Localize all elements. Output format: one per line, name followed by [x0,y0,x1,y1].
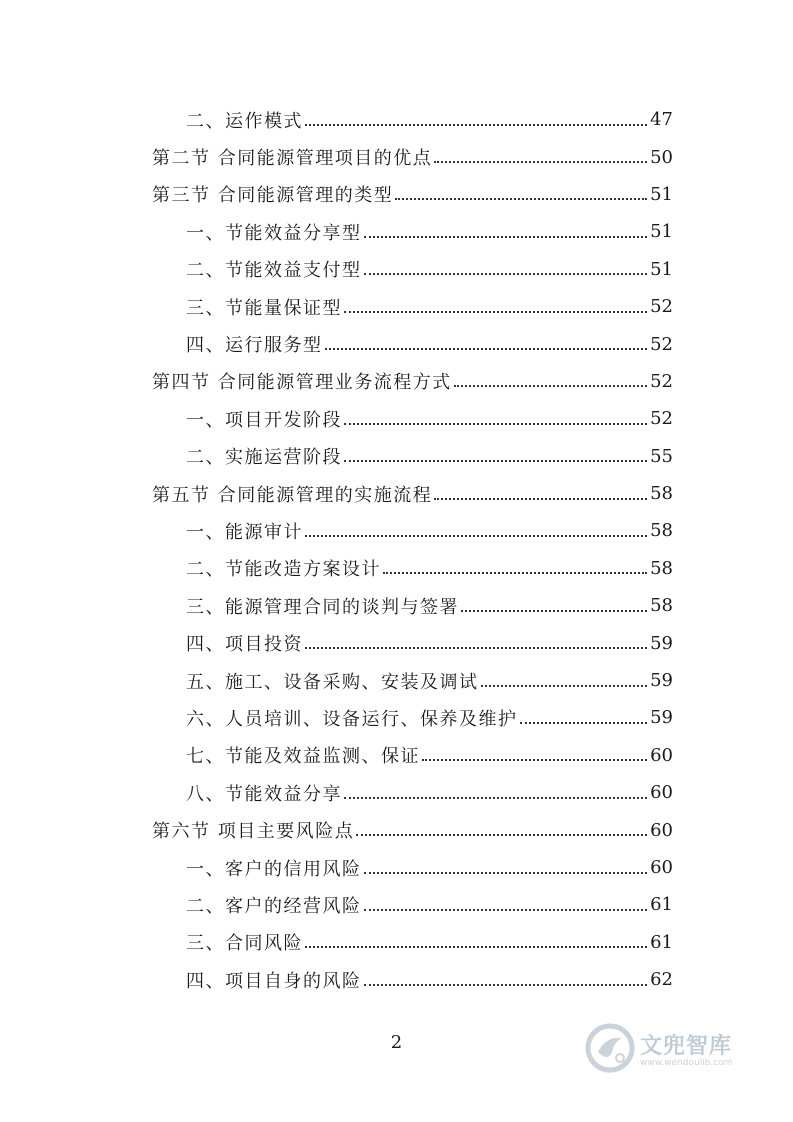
toc-entry-label: 二、客户的经营风险 [186,892,362,918]
toc-entry[interactable] [0,512,793,549]
toc-entry-page: 58 [650,520,673,542]
toc-entry-page: 61 [650,931,673,953]
toc-entry-page: 52 [650,333,673,355]
toc-entry[interactable] [0,213,793,250]
toc-leader-dots [364,218,648,238]
toc-leader-dots [305,517,647,537]
toc-leader-dots [434,143,647,163]
toc-entry[interactable] [0,961,793,998]
toc-leader-dots [422,741,647,761]
toc-entry-page: 62 [650,969,673,991]
toc-entry-label: 第四节 合同能源管理业务流程方式 [152,368,452,394]
toc-leader-dots [305,106,647,126]
toc-entry[interactable] [0,176,793,213]
toc-entry[interactable] [0,363,793,400]
toc-entry[interactable] [0,699,793,736]
toc-entry-label: 二、运作模式 [186,107,303,133]
toc-leader-dots [325,330,648,350]
toc-leader-dots [395,180,647,200]
toc-leader-dots [364,854,648,874]
toc-entry-label: 一、能源审计 [186,518,303,544]
toc-entry-label: 四、项目投资 [186,630,303,656]
toc-entry[interactable] [0,662,793,699]
watermark-brand: 文兜智库 [640,1033,733,1059]
toc-leader-dots [356,816,647,836]
toc-entry[interactable] [0,587,793,624]
toc-entry-page: 52 [650,296,673,318]
page-number: 2 [390,1032,403,1053]
toc-leader-dots [344,293,647,313]
toc-entry-label: 六、人员培训、设备运行、保养及维护 [186,705,518,731]
toc-entry[interactable] [0,624,793,661]
toc-entry-page: 61 [650,894,673,916]
toc-leader-dots [364,891,648,911]
toc-entry-page: 58 [650,595,673,617]
watermark-url: www.wendoulib.com [640,1057,733,1068]
toc-entry-label: 第三节 合同能源管理的类型 [152,181,393,207]
toc-entry-page: 51 [650,183,673,205]
toc-entry-page: 60 [650,819,673,841]
toc-entry-page: 59 [650,632,673,654]
toc-entry-page: 60 [650,744,673,766]
toc-leader-dots [344,442,647,462]
toc-entry-label: 四、项目自身的风险 [186,967,362,993]
toc-entry-label: 一、节能效益分享型 [186,219,362,245]
wendou-logo-icon [584,1022,636,1074]
toc-entry-page: 55 [650,445,673,467]
toc-leader-dots [434,480,647,500]
toc-leader-dots [454,367,647,387]
toc-entry-label: 二、节能效益支付型 [186,256,362,282]
toc-entry-page: 58 [650,557,673,579]
toc-leader-dots [364,966,648,986]
toc-entry[interactable] [0,774,793,811]
toc-entry-page: 50 [650,146,673,168]
toc-entry-label: 三、能源管理合同的谈判与签署 [186,593,459,619]
toc-entry-page: 47 [650,109,673,131]
toc-entry-label: 二、实施运营阶段 [186,443,342,469]
toc-entry[interactable] [0,849,793,886]
toc-entry[interactable] [0,400,793,437]
toc-entry[interactable] [0,325,793,362]
toc-entry-label: 第二节 合同能源管理项目的优点 [152,144,432,170]
toc-entry[interactable] [0,886,793,923]
toc-entry-label: 二、节能改造方案设计 [186,555,381,581]
toc-entry-label: 三、节能量保证型 [186,294,342,320]
toc-entry[interactable] [0,101,793,138]
toc-entry-label: 七、节能及效益监测、保证 [186,742,420,768]
toc-entry-label: 三、合同风险 [186,929,303,955]
toc-leader-dots [344,779,647,799]
toc-leader-dots [481,667,648,687]
toc-entry-label: 一、项目开发阶段 [186,406,342,432]
toc-entry-label: 第六节 项目主要风险点 [152,817,354,843]
toc-entry[interactable] [0,288,793,325]
toc-entry-label: 第五节 合同能源管理的实施流程 [152,481,432,507]
toc-entry-label: 四、运行服务型 [186,331,323,357]
toc-leader-dots [461,592,647,612]
toc-entry-page: 60 [650,782,673,804]
toc-entry[interactable] [0,138,793,175]
toc-leader-dots [383,554,647,574]
toc-entry-page: 51 [650,258,673,280]
table-of-contents [0,101,793,998]
toc-entry-page: 52 [650,370,673,392]
toc-leader-dots [364,255,648,275]
toc-entry[interactable] [0,251,793,288]
toc-entry-page: 60 [650,857,673,878]
toc-entry-label: 五、施工、设备采购、安装及调试 [186,668,479,694]
toc-entry-page: 52 [650,408,673,430]
toc-leader-dots [305,928,647,948]
toc-entry[interactable] [0,550,793,587]
toc-entry-page: 59 [650,707,673,729]
toc-entry-label: 八、节能效益分享 [186,780,342,806]
toc-leader-dots [520,704,648,724]
watermark [584,1018,769,1078]
toc-entry[interactable] [0,475,793,512]
toc-leader-dots [305,629,647,649]
toc-entry[interactable] [0,924,793,961]
toc-entry[interactable] [0,811,793,848]
toc-entry[interactable] [0,737,793,774]
toc-entry-page: 51 [650,221,673,243]
toc-entry[interactable] [0,438,793,475]
toc-entry-label: 一、客户的信用风险 [186,855,362,881]
toc-entry-page: 59 [650,670,673,692]
toc-entry-page: 58 [650,483,673,505]
toc-leader-dots [344,405,647,425]
